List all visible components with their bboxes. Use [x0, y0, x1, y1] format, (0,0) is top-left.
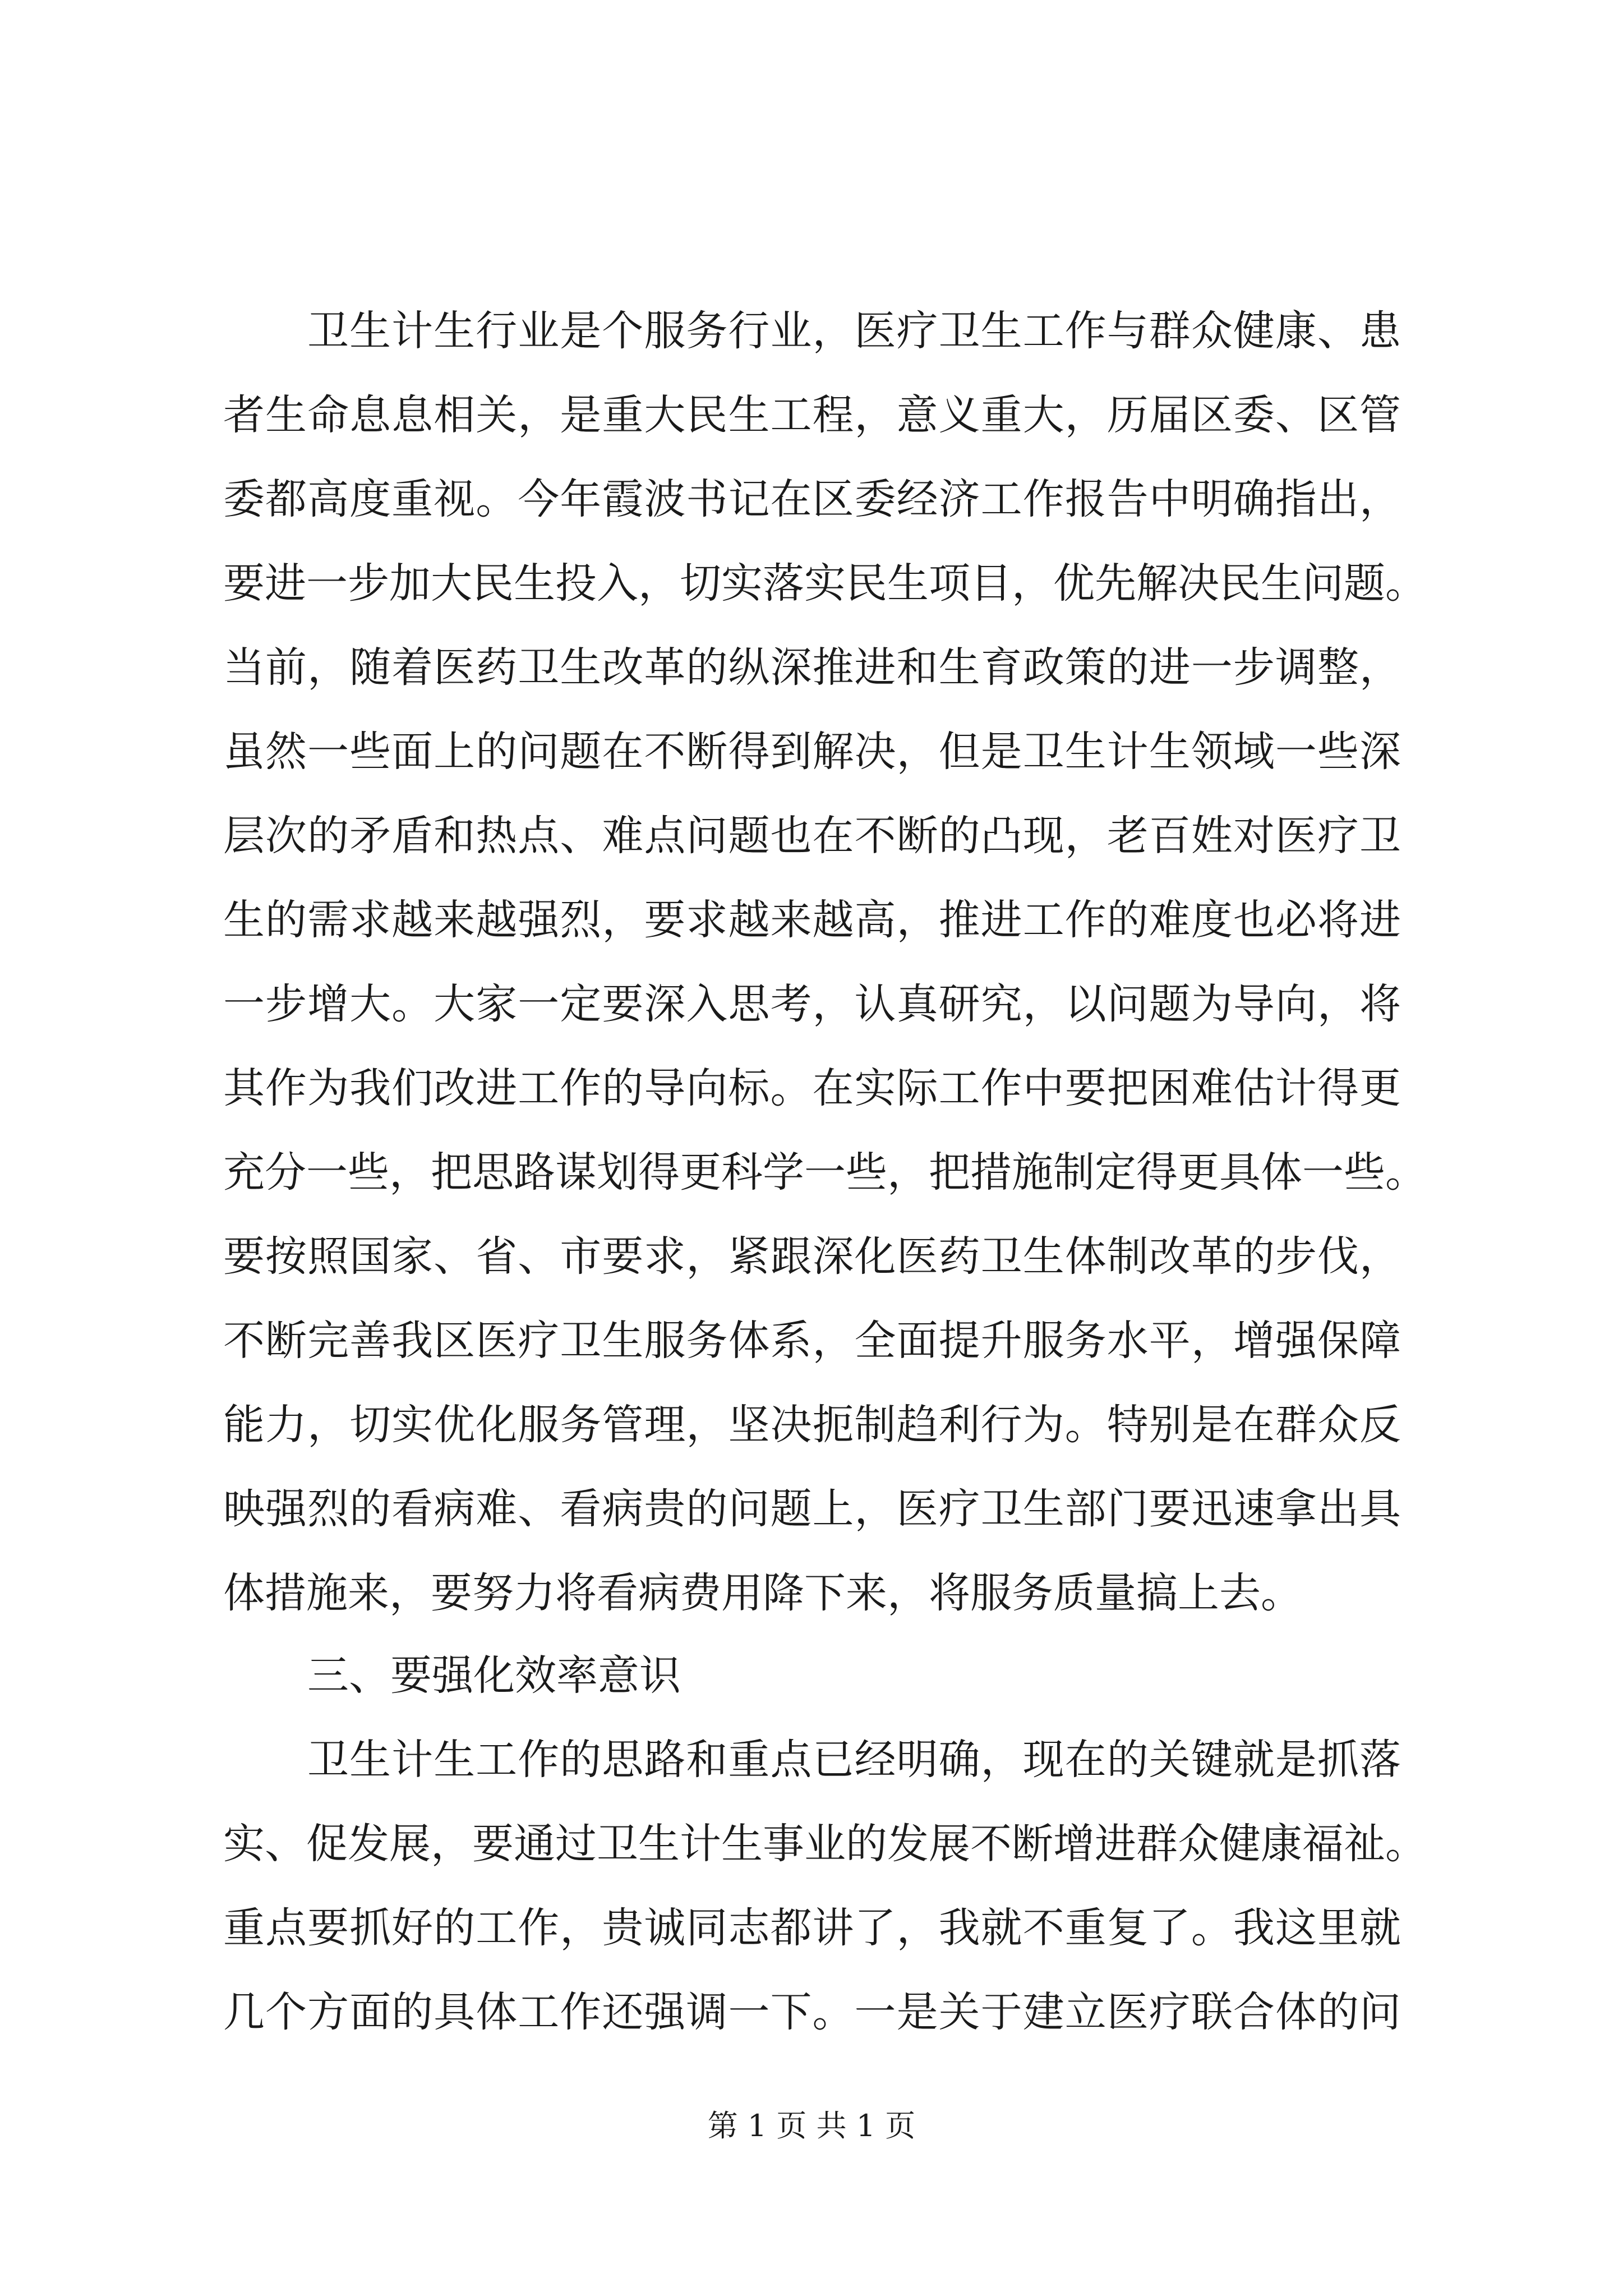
paragraph-2-line-1: 卫生计生工作的思路和重点已经明确，现在的关键就是抓落 — [307, 1736, 1401, 1784]
paragraph-2-line-2: 实、促发展，要通过卫生计生事业的发展不断增进群众健康福祉。 — [223, 1820, 1427, 1868]
paragraph-1-line-13: 不断完善我区医疗卫生服务体系，全面提升服务水平，增强保障 — [223, 1317, 1401, 1365]
paragraph-1-line-16: 体措施来，要努力将看病费用降下来，将服务质量搞上去。 — [223, 1569, 1302, 1617]
paragraph-1-line-1: 卫生计生行业是个服务行业，医疗卫生工作与群众健康、患 — [307, 307, 1401, 355]
paragraph-1-line-15: 映强烈的看病难、看病贵的问题上，医疗卫生部门要迅速拿出具 — [223, 1485, 1401, 1533]
paragraph-2-line-4: 几个方面的具体工作还强调一下。一是关于建立医疗联合体的问 — [223, 1988, 1401, 2036]
paragraph-1-line-10: 其作为我们改进工作的导向标。在实际工作中要把困难估计得更 — [223, 1064, 1401, 1112]
paragraph-1-line-3: 委都高度重视。今年霞波书记在区委经济工作报告中明确指出， — [223, 475, 1401, 523]
paragraph-1-line-12: 要按照国家、省、市要求，紧跟深化医药卫生体制改革的步伐， — [223, 1232, 1401, 1281]
page-footer: 第 1 页 共 1 页 — [707, 2108, 916, 2143]
paragraph-1-line-4: 要进一步加大民生投入，切实落实民生项目，优先解决民生问题。 — [223, 559, 1427, 608]
paragraph-1-line-6: 虽然一些面上的问题在不断得到解决，但是卫生计生领域一些深 — [223, 728, 1401, 776]
paragraph-1-line-7: 层次的矛盾和热点、难点问题也在不断的凸现，老百姓对医疗卫 — [223, 812, 1401, 860]
paragraph-1-line-14: 能力，切实优化服务管理，坚决扼制趋利行为。特别是在群众反 — [223, 1401, 1401, 1449]
paragraph-1-line-8: 生的需求越来越强烈，要求越来越高，推进工作的难度也必将进 — [223, 896, 1401, 944]
paragraph-1-line-2: 者生命息息相关，是重大民生工程，意义重大，历届区委、区管 — [223, 391, 1401, 439]
section-heading: 三、要强化效率意识 — [307, 1651, 681, 1700]
paragraph-1-line-5: 当前，随着医药卫生改革的纵深推进和生育政策的进一步调整， — [223, 643, 1401, 692]
paragraph-1-line-11: 充分一些，把思路谋划得更科学一些，把措施制定得更具体一些。 — [223, 1148, 1427, 1197]
paragraph-2-line-3: 重点要抓好的工作，贵诚同志都讲了，我就不重复了。我这里就 — [223, 1904, 1401, 1952]
paragraph-1-line-9: 一步增大。大家一定要深入思考，认真研究，以问题为导向，将 — [223, 980, 1401, 1028]
